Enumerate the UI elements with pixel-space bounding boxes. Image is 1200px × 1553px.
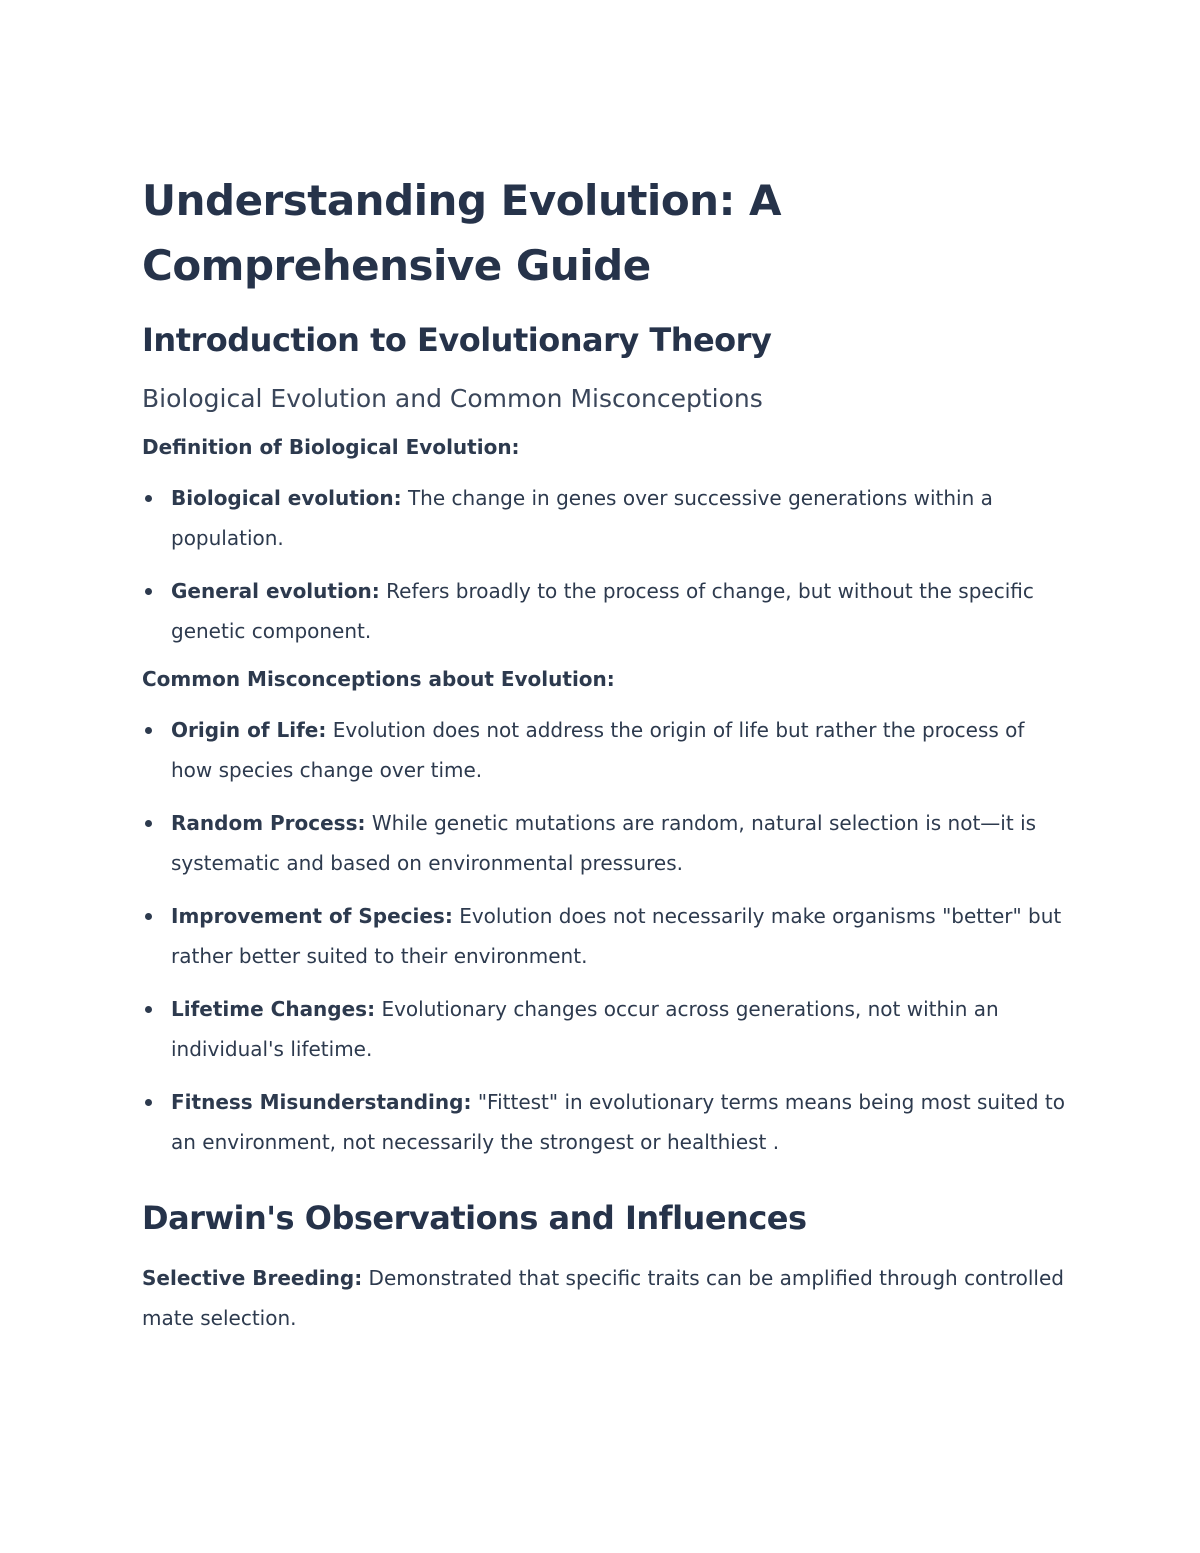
- misconceptions-list: [142, 710, 1072, 1162]
- list-item: [142, 896, 1072, 976]
- bullet-icon: [145, 495, 152, 502]
- list-item-text: While genetic mutations are random, natural selection is not—it is systematic and based on environmental pressures.: [171, 811, 1037, 875]
- list-item-term: Random Process:: [171, 811, 366, 835]
- list-item-term: Lifetime Changes:: [171, 997, 376, 1021]
- list-item-text: Evolution does not address the origin of life but rather the process of how species change over time.: [171, 718, 1025, 782]
- list-item-term: Fitness Misunderstanding:: [171, 1090, 472, 1114]
- paragraph-term: Selective Breeding:: [142, 1266, 363, 1290]
- bullet-icon: [145, 588, 152, 595]
- bullet-icon: [145, 727, 152, 734]
- list-item: [142, 989, 1072, 1069]
- paragraph-text: Demonstrated that specific traits can be amplified through controlled mate selection.: [142, 1266, 1064, 1330]
- misconceptions-label: Common Misconceptions about Evolution:: [142, 667, 615, 691]
- list-item: [142, 1082, 1072, 1162]
- list-item-text: Evolution does not necessarily make organisms "better" but rather better suited to their environment.: [171, 904, 1062, 968]
- list-item-text: "Fittest" in evolutionary terms means being most suited to an environment, not necessarily the strongest or healthiest .: [171, 1090, 1065, 1154]
- subsection-heading-biological-evolution: Biological Evolution and Common Misconceptions: [142, 384, 763, 413]
- list-item-term: Improvement of Species:: [171, 904, 453, 928]
- list-item-text: Evolutionary changes occur across generations, not within an individual's lifetime.: [171, 997, 999, 1061]
- section-heading-introduction: Introduction to Evolutionary Theory: [142, 321, 772, 359]
- list-item-term: Origin of Life:: [171, 718, 327, 742]
- bullet-icon: [145, 1006, 152, 1013]
- list-item-text: The change in genes over successive generations within a population.: [171, 486, 993, 550]
- list-item-term: Biological evolution:: [171, 486, 402, 510]
- list-item: [142, 478, 1072, 558]
- selective-breeding-paragraph: [142, 1258, 1072, 1338]
- definitions-list: [142, 478, 1072, 651]
- document-title: Understanding Evolution: A Comprehensive Guide: [142, 176, 782, 290]
- list-item: [142, 571, 1072, 651]
- bullet-icon: [145, 820, 152, 827]
- bullet-icon: [145, 913, 152, 920]
- list-item: [142, 710, 1072, 790]
- definition-label: Definition of Biological Evolution:: [142, 435, 520, 459]
- document-page: [142, 168, 1072, 1338]
- list-item-text: Refers broadly to the process of change, but without the specific genetic component.: [171, 579, 1034, 643]
- bullet-icon: [145, 1099, 152, 1106]
- list-item-term: General evolution:: [171, 579, 380, 603]
- section-heading-darwin: Darwin's Observations and Influences: [142, 1199, 807, 1237]
- list-item: [142, 803, 1072, 883]
